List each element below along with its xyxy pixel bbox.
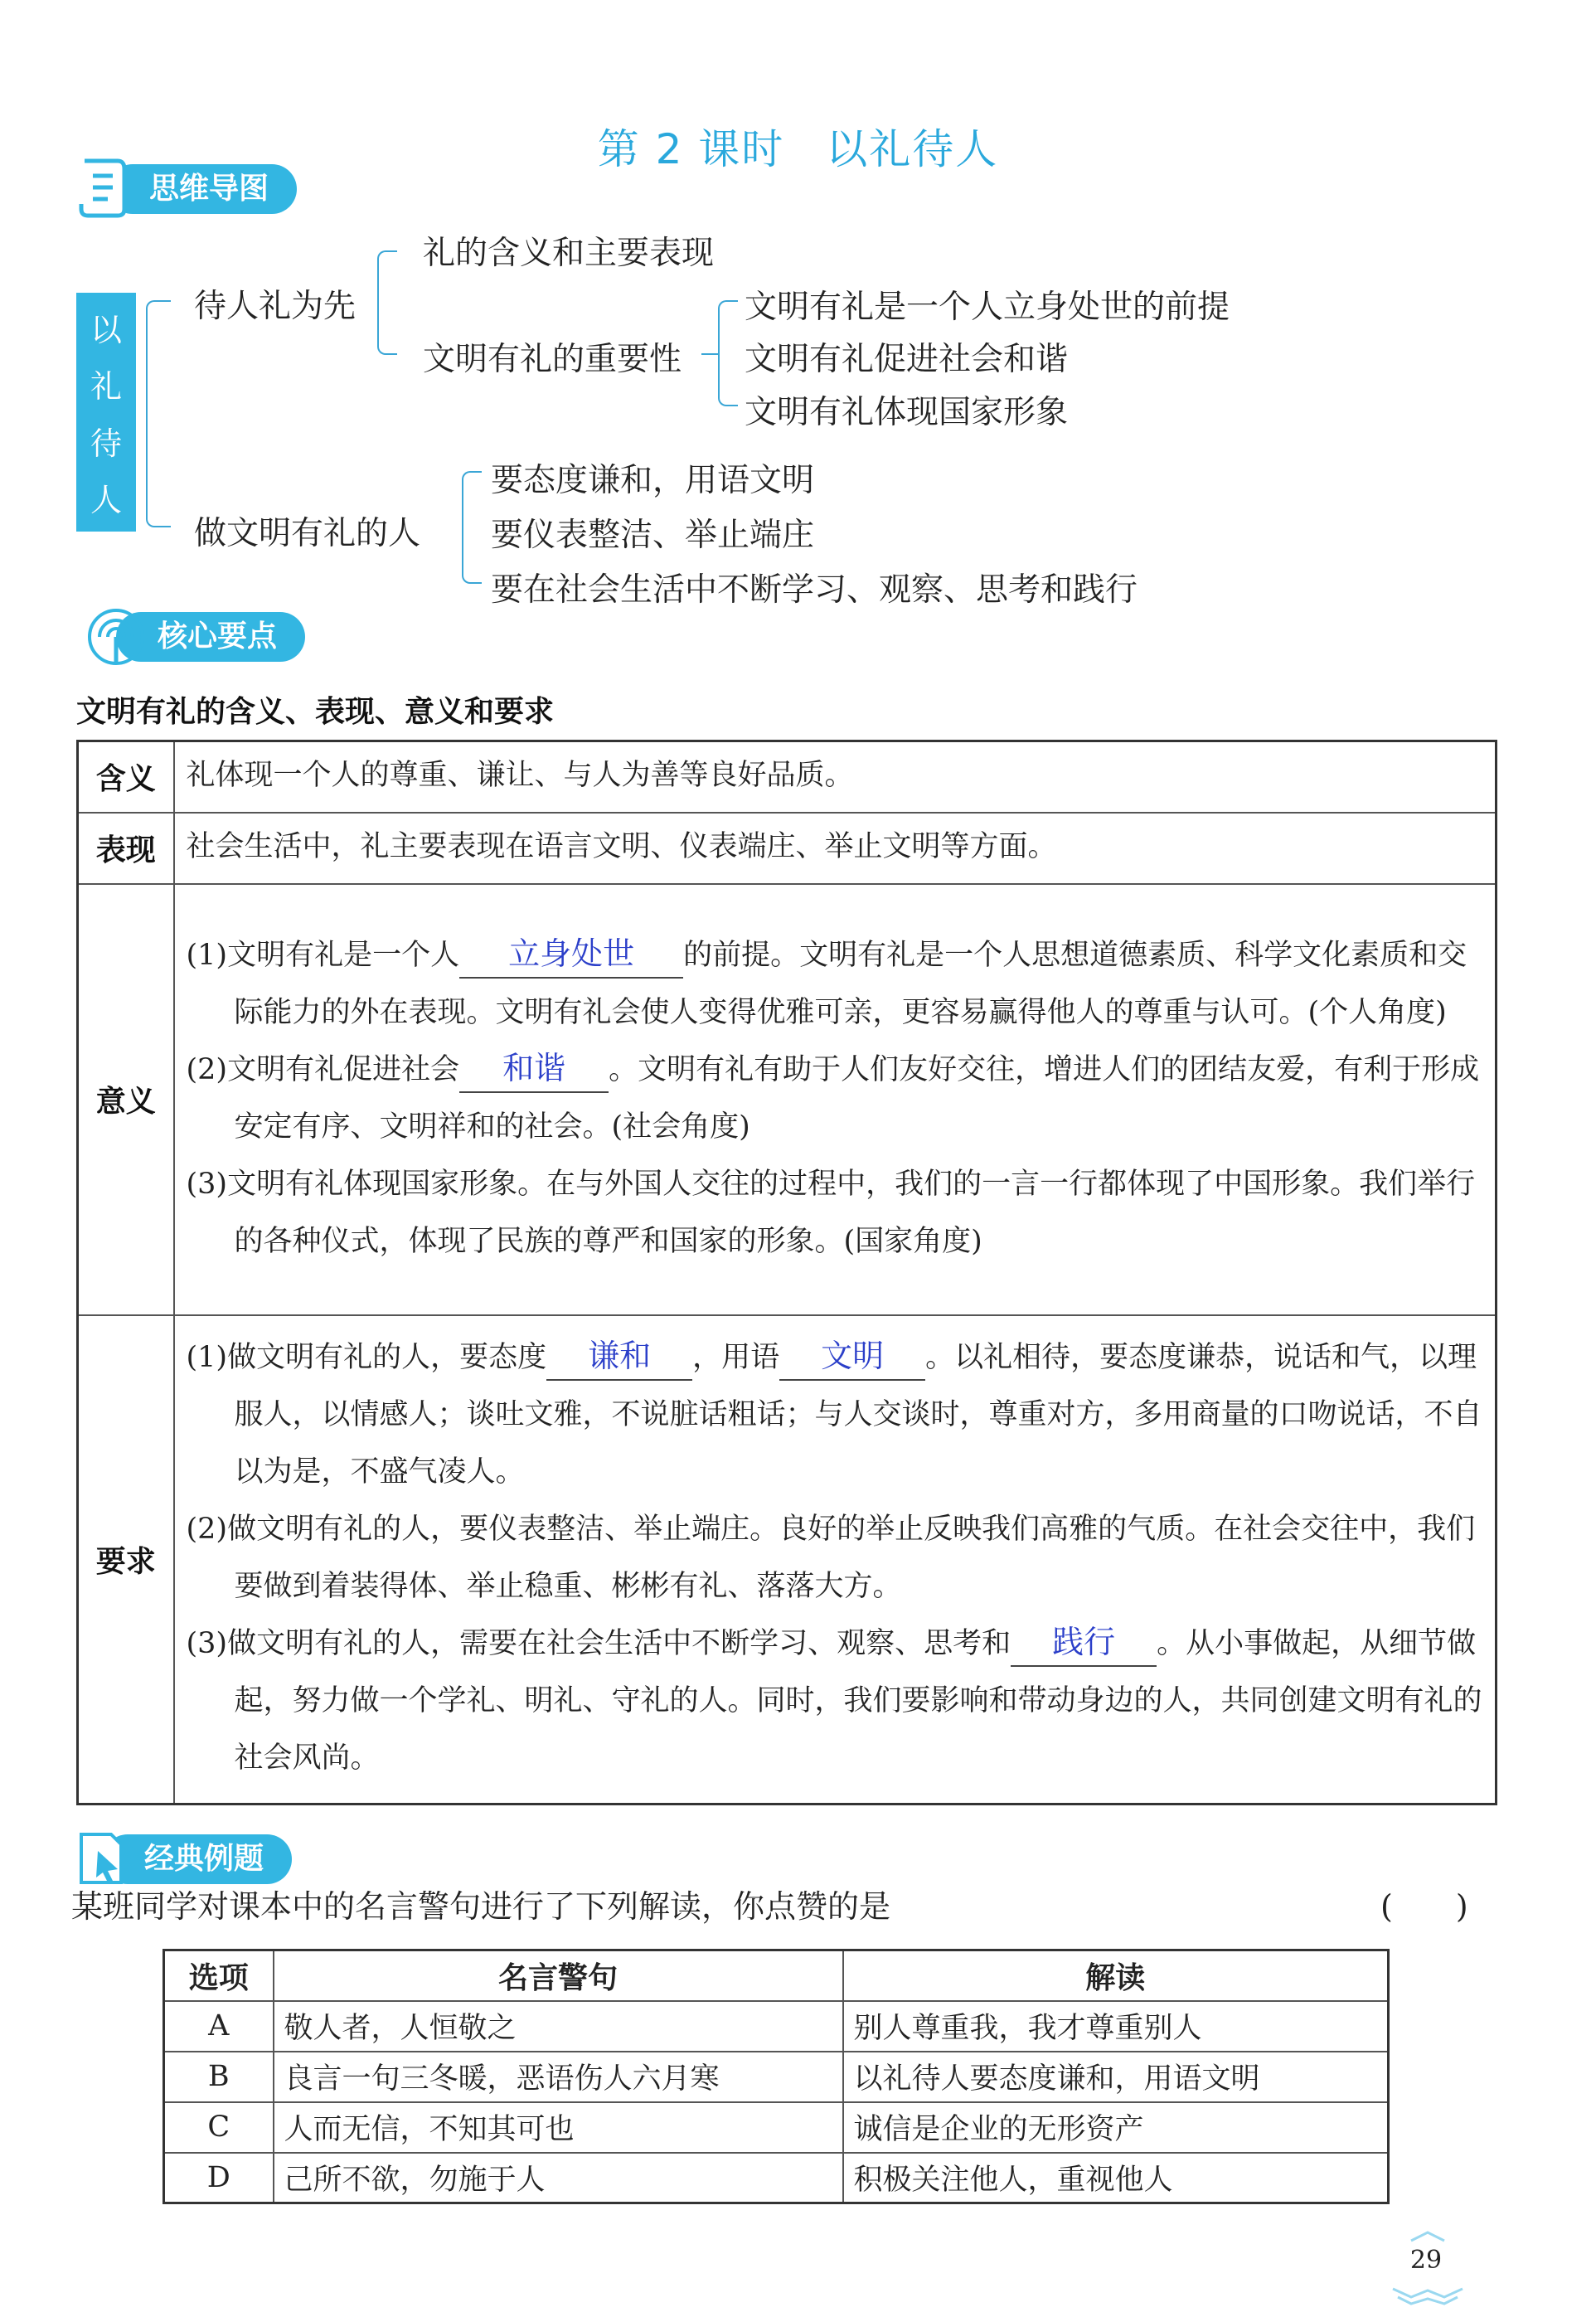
significance-point-1 (187, 927, 1484, 1042)
root-char: 人 (90, 482, 122, 519)
key-points-badge (83, 607, 305, 667)
significance-label: 意义 (78, 884, 174, 1315)
column-header: 选项 (164, 1950, 274, 2001)
importance-item: 文明有礼体现国家形象 (745, 394, 1069, 431)
table-row (164, 2001, 1389, 2052)
text-segment: (1)文明有礼是一个人 (186, 938, 460, 972)
root-char: 礼 (90, 368, 122, 406)
table-row (164, 2153, 1389, 2203)
interpretation-cell: 以礼待人要态度谦和，用语文明 (843, 2052, 1389, 2102)
table-row (78, 1315, 1497, 1805)
interpretation-cell: 积极关注他人，重视他人 (843, 2153, 1389, 2203)
significance-content (174, 884, 1497, 1315)
text-segment: 。文明有礼有助于人们友好交往，增进人们的团结友爱，有利于形成安定有序、文明祥和的社会。(社会角度) (234, 1052, 1480, 1144)
requirement-point-2: (2)做文明有礼的人，要仪表整洁、举止端庄。良好的举止反映我们高雅的气质。在社会交往中，我们要做到着装得体、举止稳重、彬彬有礼、落落大方。 (186, 1513, 1476, 1604)
requirement-item: 要在社会生活中不断学习、观察、思考和践行 (491, 571, 1138, 609)
manifestation-label: 表现 (78, 813, 174, 884)
significance-point-2 (187, 1042, 1484, 1156)
broadcast-icon (83, 604, 149, 670)
lesson-name: 以礼待人 (826, 125, 999, 173)
document-icon (75, 156, 141, 222)
text-segment: (3)做文明有礼的人，需要在社会生活中不断学习、观察、思考和 (186, 1627, 1011, 1661)
branch-1-brace (377, 250, 397, 355)
text-segment: (1)做文明有礼的人，要态度 (186, 1341, 547, 1375)
quote-cell: 己所不欲，勿施于人 (274, 2153, 843, 2203)
example-label: 经典例题 (103, 1834, 292, 1884)
answer-blank: 文明 (779, 1333, 925, 1381)
key-points-table (76, 740, 1497, 1805)
mind-map-label: 思维导图 (108, 164, 297, 214)
cursor-page-icon (70, 1826, 136, 1892)
option-letter: A (164, 2001, 274, 2052)
requirement-item: 要仪表整洁、举止端庄 (491, 517, 815, 554)
mind-map-badge (75, 159, 297, 219)
answer-blank: 践行 (1011, 1619, 1157, 1667)
text-segment: 。从小事做起，从细节做起，努力做一个学礼、明礼、守礼的人。同时，我们要影响和带动身边的人，共同创建文明有礼的社会风尚。 (234, 1627, 1482, 1775)
significance-point-3: (3)文明有礼体现国家形象。在与外国人交往的过程中，我们的一言一行都体现了中国形象。我们举行的各种仪式，体现了民族的尊严和国家的形象。(国家角度) (186, 1167, 1476, 1258)
options-table (163, 1949, 1390, 2204)
answer-blank: 和谐 (459, 1045, 609, 1093)
sub-2-brace (718, 300, 738, 406)
option-letter: C (164, 2102, 274, 2153)
column-header: 名言警句 (274, 1950, 843, 2001)
importance-item: 文明有礼促进社会和谐 (745, 341, 1069, 378)
table-row (164, 2052, 1389, 2102)
column-header: 解读 (843, 1950, 1389, 2001)
page-number: 29 (1409, 2246, 1443, 2275)
answer-paren: ( ) (1380, 1888, 1468, 1925)
requirements-content (174, 1315, 1497, 1805)
key-points-label: 核心要点 (116, 612, 305, 662)
text-segment: ，用语 (692, 1341, 780, 1375)
quote-cell: 良言一句三冬暖，恶语伤人六月寒 (274, 2052, 843, 2102)
option-letter: D (164, 2153, 274, 2203)
answer-blank: 立身处世 (459, 930, 683, 979)
manifestation-text: 社会生活中，礼主要表现在语言文明、仪表端庄、举止文明等方面。 (174, 813, 1497, 884)
branch-1-sub-1: 礼的含义和主要表现 (423, 235, 715, 272)
importance-item: 文明有礼是一个人立身处世的前提 (745, 289, 1230, 326)
branch-2-brace (462, 471, 482, 584)
root-brace (146, 300, 171, 527)
quote-cell: 敬人者，人恒敬之 (274, 2001, 843, 2052)
question-text: 某班同学对课本中的名言警句进行了下列解读，你点赞的是 (71, 1888, 891, 1925)
root-char: 以 (90, 311, 122, 348)
requirements-label: 要求 (78, 1315, 174, 1805)
connector-line (701, 353, 718, 355)
requirement-item: 要态度谦和，用语文明 (491, 462, 815, 499)
requirement-point-3 (187, 1615, 1484, 1787)
branch-1-label: 待人礼为先 (194, 288, 357, 325)
text-segment: (2)文明有礼促进社会 (186, 1052, 460, 1086)
branch-2-label: 做文明有礼的人 (194, 515, 421, 552)
option-letter: B (164, 2052, 274, 2102)
table-row (78, 741, 1497, 813)
answer-blank: 谦和 (546, 1333, 692, 1381)
branch-1-sub-2: 文明有礼的重要性 (423, 341, 682, 378)
table-header-row (164, 1950, 1389, 2001)
text-segment: 。以礼相待，要态度谦恭，说话和气，以理服人，以情感人；谈吐文雅，不说脏话粗话；与人交谈时，尊重对方，多用商量的口吻说话，不自以为是，不盛气凌人。 (234, 1341, 1482, 1489)
key-points-heading: 文明有礼的含义、表现、意义和要求 (76, 695, 555, 729)
interpretation-cell: 别人尊重我，我才尊重别人 (843, 2001, 1389, 2052)
table-row (78, 813, 1497, 884)
quote-cell: 人而无信，不知其可也 (274, 2102, 843, 2153)
meaning-label: 含义 (78, 741, 174, 813)
mind-map-root (76, 293, 136, 532)
text-segment: 的前提。文明有礼是一个人思想道德素质、科学文化素质和交际能力的外在表现。文明有礼会使人变得优雅可亲，更容易赢得他人的尊重与认可。(个人角度) (234, 938, 1467, 1029)
root-char: 待 (90, 425, 122, 462)
interpretation-cell: 诚信是企业的无形资产 (843, 2102, 1389, 2153)
meaning-text: 礼体现一个人的尊重、谦让、与人为善等良好品质。 (174, 741, 1497, 813)
table-row (164, 2102, 1389, 2153)
table-row (78, 884, 1497, 1315)
lesson-number: 第 2 课时 (597, 125, 785, 173)
requirement-point-1 (187, 1329, 1484, 1501)
